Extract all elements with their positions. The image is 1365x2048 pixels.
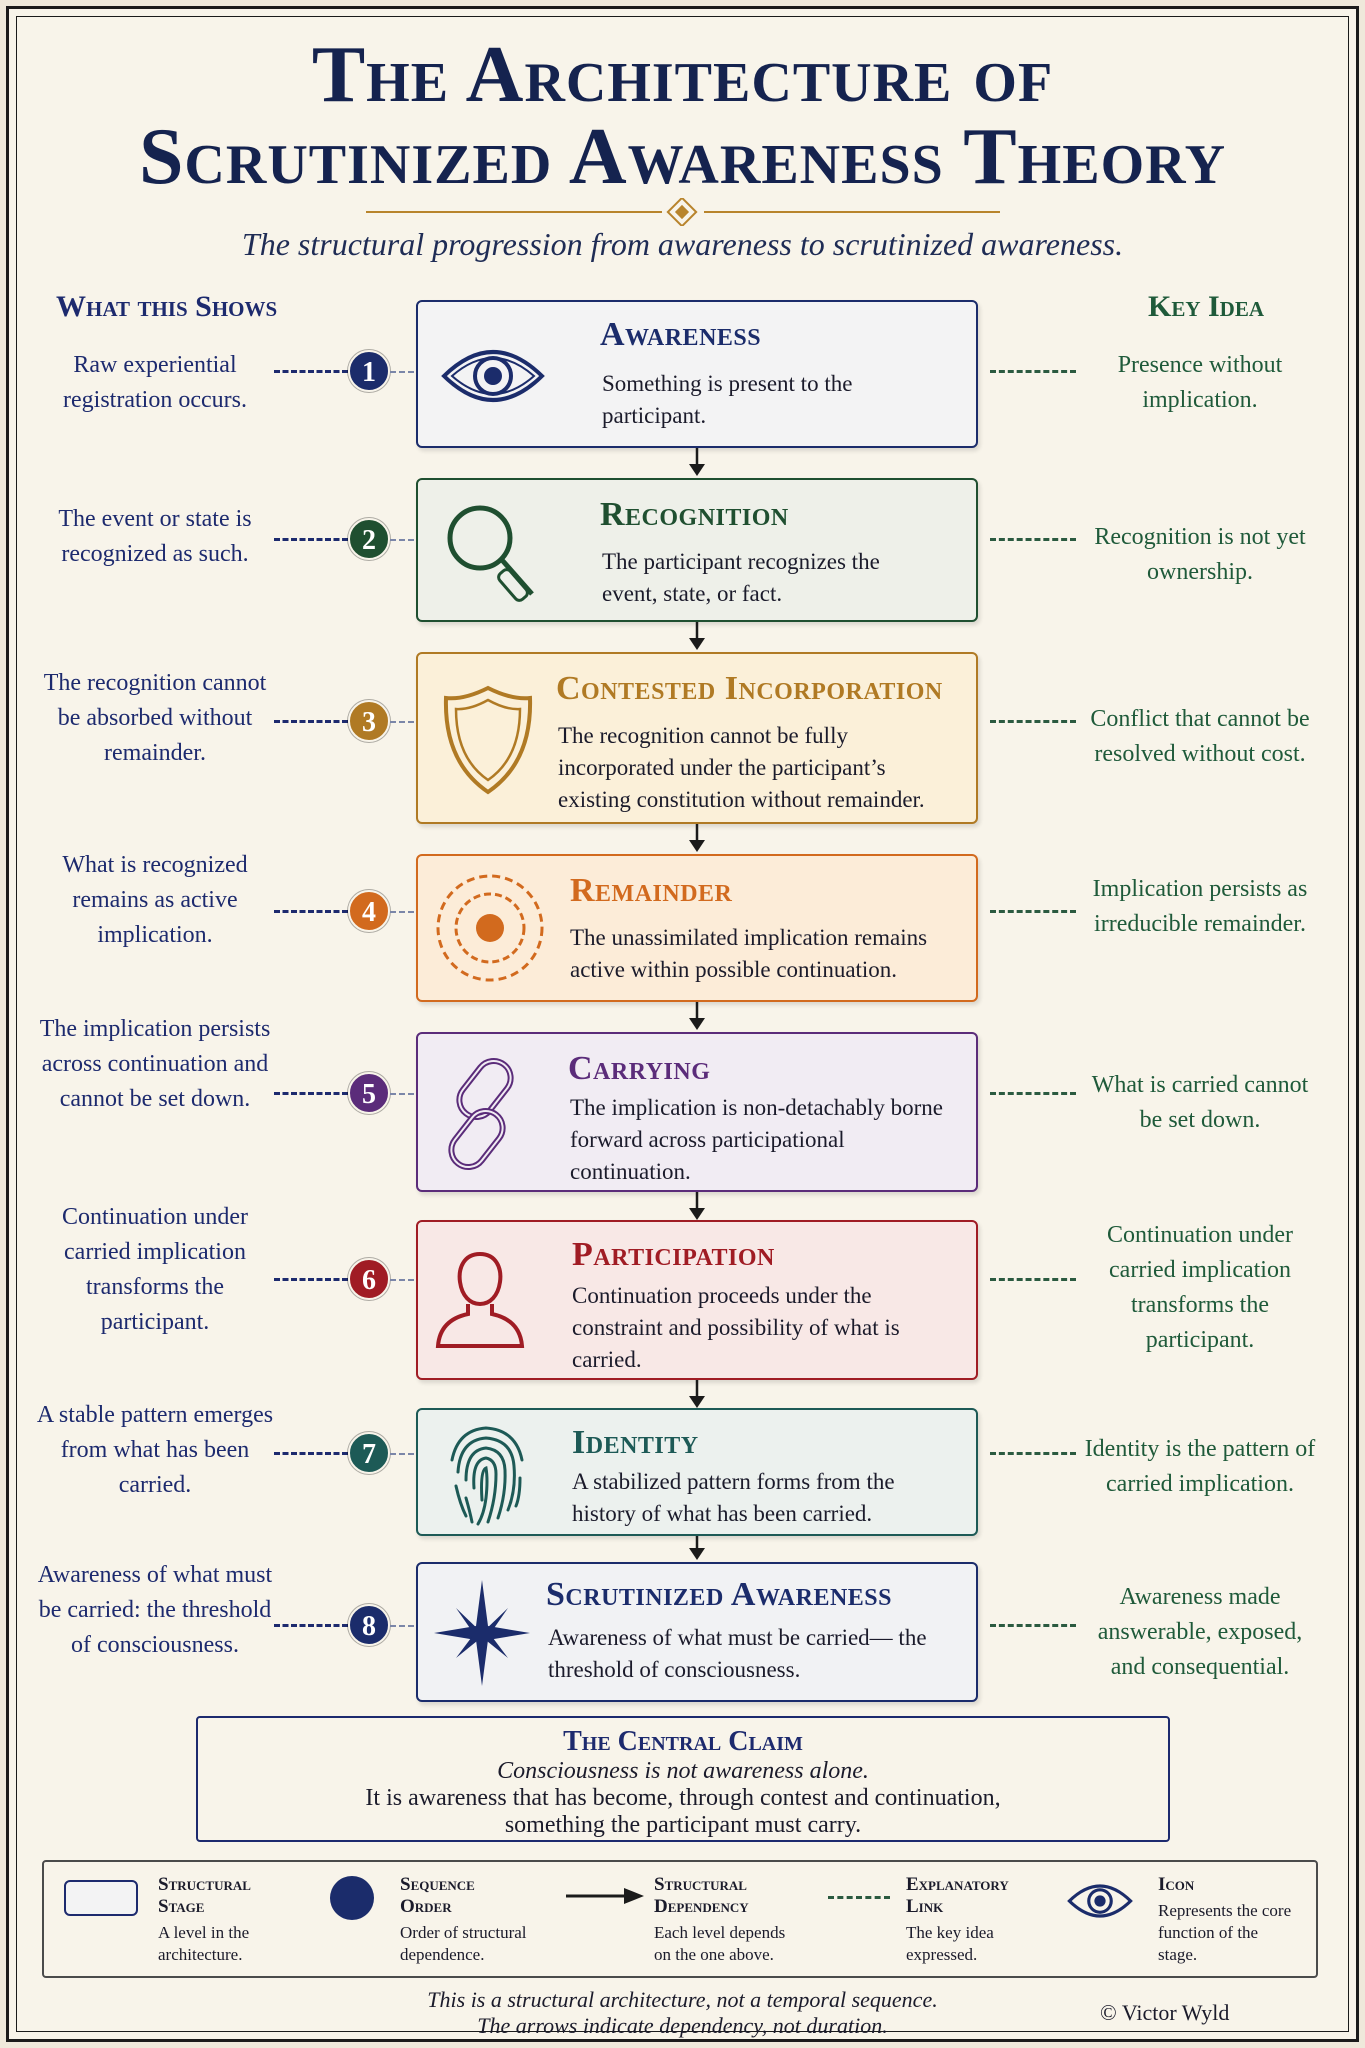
stage-description-6: Continuation proceeds under the constraint and possibility of what is carried. xyxy=(572,1283,900,1372)
legend-icon-desc-a: Represents the core xyxy=(1158,1901,1292,1920)
what-this-shows-1: Raw experiential registration occurs. xyxy=(63,352,247,413)
sequence-number-7: 7 xyxy=(348,1432,390,1474)
what-this-shows-2: The event or state is recognized as such. xyxy=(58,506,252,567)
person-icon xyxy=(432,1246,528,1356)
stage-identity xyxy=(416,1408,978,1536)
legend-stage-desc-a: A level in the xyxy=(158,1923,250,1942)
what-this-shows-8: Awareness of what must be carried: the threshold of consciousness. xyxy=(37,1562,273,1658)
key-idea-2: Recognition is not yet ownership. xyxy=(1094,524,1306,585)
legend-sequence-desc-a: Order of structural xyxy=(400,1923,527,1942)
legend-link-desc-a: The key idea xyxy=(906,1923,994,1942)
explanatory-link-left-2 xyxy=(274,538,348,541)
what-this-shows-6: Continuation under carried implication transforms the participant. xyxy=(62,1204,248,1335)
key-idea-8: Awareness made answerable, exposed, and consequential. xyxy=(1097,1584,1303,1680)
legend-sequence-dot xyxy=(330,1876,374,1920)
sequence-number-4: 4 xyxy=(348,890,390,932)
legend-sequence-title-b: Order xyxy=(400,1896,452,1917)
stage-description-8: Awareness of what must be carried— the threshold of consciousness. xyxy=(548,1625,927,1682)
stage-description-7: A stabilized pattern forms from the history of what has been carried. xyxy=(572,1469,895,1526)
legend-dependency-title-a: Structural xyxy=(654,1874,747,1895)
explanatory-link-left-b-1 xyxy=(390,371,414,373)
page-title: The Architecture of xyxy=(311,31,1054,119)
key-idea-4: Implication persists as irreducible remainder. xyxy=(1092,876,1308,937)
central-claim-line-1: Consciousness is not awareness alone. xyxy=(497,1758,869,1784)
legend-link-title-b: Link xyxy=(906,1896,944,1917)
stage-recognition xyxy=(416,478,978,622)
explanatory-link-right-5 xyxy=(990,1092,1076,1095)
explanatory-link-right-2 xyxy=(990,538,1076,541)
explanatory-link-left-7 xyxy=(274,1452,348,1455)
legend-sequence-title-a: Sequence xyxy=(400,1874,475,1895)
key-idea-3: Conflict that cannot be resolved without cost. xyxy=(1090,706,1310,767)
chain-link-icon xyxy=(434,1056,534,1172)
central-claim-line-3: something the participant must carry. xyxy=(504,1812,862,1838)
stage-awareness xyxy=(416,300,978,448)
what-this-shows-3: The recognition cannot be absorbed without remainder. xyxy=(43,670,267,766)
sequence-number-3: 3 xyxy=(348,700,390,742)
legend xyxy=(42,1860,1318,1978)
central-claim-line-2: It is awareness that has become, through contest and continuation, xyxy=(365,1785,1001,1811)
subtitle: The structural progression from awareness to scrutinized awareness. xyxy=(241,226,1124,262)
explanatory-link-left-b-4 xyxy=(390,911,414,913)
eye-icon xyxy=(438,336,548,416)
stage-description-4: The unassimilated implication remains active within possible continuation. xyxy=(570,925,928,982)
stage-description-3: The recognition cannot be fully incorporated under the participant’s existing constitution without remainder. xyxy=(558,723,925,812)
stage-carrying xyxy=(416,1032,978,1192)
stage-description-2: The participant recognizes the event, state, or fact. xyxy=(602,549,880,606)
legend-eye-icon xyxy=(1062,1876,1138,1926)
legend-dependency-title-b: Dependency xyxy=(654,1896,749,1917)
stage-title-3: Contested Incorporation xyxy=(556,670,943,707)
title-ornament xyxy=(366,198,1000,226)
fingerprint-icon xyxy=(438,1420,534,1530)
explanatory-link-right-1 xyxy=(990,370,1076,373)
legend-icon-desc-b: function of the xyxy=(1158,1923,1259,1942)
footer-note-1: This is a structural architecture, not a temporal sequence. xyxy=(427,1987,938,2012)
dependency-arrow-6 xyxy=(685,1380,709,1410)
key-idea-6: Continuation under carried implication transforms the participant. xyxy=(1107,1222,1293,1353)
dependency-arrow-5 xyxy=(685,1192,709,1222)
legend-icon-desc-c: stage. xyxy=(1158,1945,1198,1964)
stage-description-1: Something is present to the participant. xyxy=(602,371,853,428)
dependency-arrow-1 xyxy=(685,448,709,478)
sequence-number-6: 6 xyxy=(348,1258,390,1300)
legend-stage-title-b: Stage xyxy=(158,1896,205,1917)
explanatory-link-right-7 xyxy=(990,1452,1076,1455)
target-icon xyxy=(432,870,548,986)
stage-title-1: Awareness xyxy=(600,316,762,353)
explanatory-link-left-8 xyxy=(274,1624,348,1627)
page-title-line-2: Scrutinized Awareness Theory xyxy=(138,113,1227,201)
explanatory-link-left-1 xyxy=(274,370,348,373)
legend-icon-title: Icon xyxy=(1158,1874,1195,1895)
explanatory-link-left-b-2 xyxy=(390,539,414,541)
magnifier-icon xyxy=(440,498,540,606)
legend-stage-title-a: Structural xyxy=(158,1874,251,1895)
legend-link-desc-b: expressed. xyxy=(906,1945,978,1964)
explanatory-link-left-6 xyxy=(274,1278,348,1281)
stage-title-5: Carrying xyxy=(568,1050,711,1087)
dependency-arrow-7 xyxy=(685,1536,709,1562)
stage-contested-incorporation xyxy=(416,652,978,824)
key-idea-5: What is carried cannot be set down. xyxy=(1091,1072,1309,1133)
central-claim-box xyxy=(196,1716,1170,1842)
explanatory-link-left-b-5 xyxy=(390,1093,414,1095)
sequence-number-1: 1 xyxy=(348,350,390,392)
stage-title-6: Participation xyxy=(572,1236,775,1273)
central-claim-title: The Central Claim xyxy=(563,1726,803,1757)
stage-title-2: Recognition xyxy=(600,496,789,533)
what-this-shows-4: What is recognized remains as active implication. xyxy=(62,852,248,948)
explanatory-link-right-4 xyxy=(990,910,1076,913)
legend-dependency-desc-b: on the one above. xyxy=(654,1945,774,1964)
stage-description-5: The implication is non-detachably borne forward across participational continuation. xyxy=(570,1095,943,1184)
legend-dependency-desc-a: Each level depends xyxy=(654,1923,786,1942)
legend-stage-desc-b: architecture. xyxy=(158,1945,243,1964)
stage-title-7: Identity xyxy=(572,1424,699,1461)
legend-arrow-icon xyxy=(566,1884,646,1908)
legend-link-title-a: Explanatory xyxy=(906,1874,1009,1895)
legend-stage-swatch xyxy=(64,1880,138,1916)
star-icon xyxy=(432,1578,532,1688)
explanatory-link-left-b-6 xyxy=(390,1279,414,1281)
stage-remainder xyxy=(416,854,978,1002)
right-column-header: Key Idea xyxy=(1148,290,1265,323)
sequence-number-2: 2 xyxy=(348,518,390,560)
copyright: © Victor Wyld xyxy=(1100,2000,1230,2025)
explanatory-link-left-3 xyxy=(274,720,348,723)
explanatory-link-right-8 xyxy=(990,1624,1076,1627)
what-this-shows-7: A stable pattern emerges from what has been carried. xyxy=(36,1402,274,1498)
sequence-number-5: 5 xyxy=(348,1072,390,1114)
dependency-arrow-2 xyxy=(685,622,709,652)
explanatory-link-left-b-8 xyxy=(390,1625,414,1627)
explanatory-link-right-6 xyxy=(990,1278,1076,1281)
footer-note-2: The arrows indicate dependency, not duration. xyxy=(477,2013,888,2038)
key-idea-1: Presence without implication. xyxy=(1117,352,1283,413)
dependency-arrow-4 xyxy=(685,1002,709,1032)
sequence-number-8: 8 xyxy=(348,1604,390,1646)
stage-title-8: Scrutinized Awareness xyxy=(546,1576,892,1613)
explanatory-link-left-5 xyxy=(274,1092,348,1095)
explanatory-link-right-3 xyxy=(990,720,1076,723)
stage-title-4: Remainder xyxy=(570,872,733,909)
stage-participation xyxy=(416,1220,978,1380)
shield-icon xyxy=(440,682,536,798)
legend-dashed-line xyxy=(828,1896,890,1899)
what-this-shows-5: The implication persists across continuation and cannot be set down. xyxy=(39,1016,271,1112)
key-idea-7: Identity is the pattern of carried implication. xyxy=(1084,1436,1316,1497)
explanatory-link-left-b-7 xyxy=(390,1453,414,1455)
stage-scrutinized-awareness xyxy=(416,1562,978,1702)
explanatory-link-left-4 xyxy=(274,910,348,913)
legend-sequence-desc-b: dependence. xyxy=(400,1945,485,1964)
dependency-arrow-3 xyxy=(685,824,709,854)
left-column-header: What this Shows xyxy=(56,290,278,323)
explanatory-link-left-b-3 xyxy=(390,721,414,723)
